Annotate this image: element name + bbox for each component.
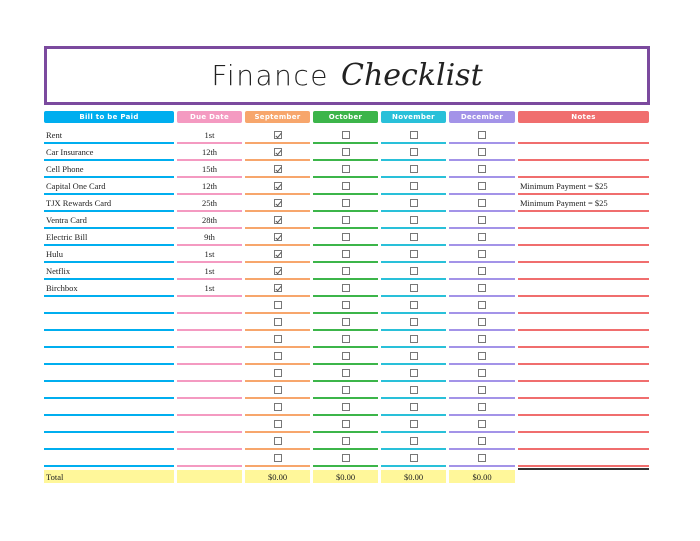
nov-cell <box>381 229 446 246</box>
empty-checkbox[interactable] <box>342 148 350 156</box>
empty-checkbox[interactable] <box>478 318 486 326</box>
empty-checkbox[interactable] <box>410 352 418 360</box>
empty-checkbox[interactable] <box>274 318 282 326</box>
empty-checkbox[interactable] <box>410 403 418 411</box>
empty-checkbox[interactable] <box>478 182 486 190</box>
nov-cell <box>381 433 446 450</box>
dec-cell <box>449 297 515 314</box>
dec-cell <box>449 450 515 467</box>
empty-checkbox[interactable] <box>342 216 350 224</box>
nov-cell <box>381 399 446 416</box>
note-cell <box>518 178 649 195</box>
dec-cell <box>449 433 515 450</box>
nov-cell <box>381 263 446 280</box>
empty-checkbox[interactable] <box>342 284 350 292</box>
total-december-value: $0.00 <box>472 471 492 482</box>
nov-cell <box>381 246 446 263</box>
total-due <box>177 470 242 483</box>
note-cell <box>518 229 649 246</box>
note-cell <box>518 433 649 450</box>
bill-text: Birchbox <box>46 282 78 293</box>
empty-checkbox[interactable] <box>342 318 350 326</box>
bill-cell <box>44 212 174 229</box>
checked-checkbox[interactable] <box>274 284 282 292</box>
oct-cell <box>313 348 378 365</box>
total-notes <box>518 468 649 481</box>
empty-checkbox[interactable] <box>342 131 350 139</box>
due-cell <box>177 331 242 348</box>
due-text: 15th <box>201 163 218 174</box>
bill-text: Hulu <box>46 248 63 259</box>
note-cell <box>518 331 649 348</box>
empty-checkbox[interactable] <box>274 437 282 445</box>
empty-checkbox[interactable] <box>478 250 486 258</box>
due-cell <box>177 280 242 297</box>
empty-checkbox[interactable] <box>342 420 350 428</box>
title-checklist: Checklist <box>340 58 483 93</box>
sep-cell <box>245 450 310 467</box>
bill-text: Ventra Card <box>46 214 87 225</box>
due-cell <box>177 195 242 212</box>
bill-cell <box>44 399 174 416</box>
empty-checkbox[interactable] <box>342 454 350 462</box>
empty-checkbox[interactable] <box>478 199 486 207</box>
empty-checkbox[interactable] <box>342 199 350 207</box>
oct-cell <box>313 314 378 331</box>
oct-cell <box>313 144 378 161</box>
empty-checkbox[interactable] <box>478 369 486 377</box>
bill-cell <box>44 382 174 399</box>
due-cell <box>177 127 242 144</box>
checked-checkbox[interactable] <box>274 250 282 258</box>
due-text: 25th <box>201 197 218 208</box>
sep-cell <box>245 331 310 348</box>
column-october <box>313 111 378 483</box>
column-september <box>245 111 310 483</box>
empty-checkbox[interactable] <box>342 165 350 173</box>
dec-cell <box>449 365 515 382</box>
empty-checkbox[interactable] <box>342 386 350 394</box>
empty-checkbox[interactable] <box>478 301 486 309</box>
nov-cell <box>381 450 446 467</box>
empty-checkbox[interactable] <box>274 369 282 377</box>
empty-checkbox[interactable] <box>410 335 418 343</box>
nov-cell <box>381 280 446 297</box>
header-november: November <box>381 111 446 123</box>
note-cell <box>518 314 649 331</box>
empty-checkbox[interactable] <box>274 301 282 309</box>
due-text: 1st <box>204 129 215 140</box>
note-cell <box>518 297 649 314</box>
column-november <box>381 111 446 483</box>
due-cell <box>177 144 242 161</box>
sep-cell <box>245 127 310 144</box>
total-december <box>449 470 515 483</box>
empty-checkbox[interactable] <box>410 216 418 224</box>
empty-checkbox[interactable] <box>410 369 418 377</box>
sep-cell <box>245 280 310 297</box>
note-cell <box>518 246 649 263</box>
note-cell <box>518 280 649 297</box>
empty-checkbox[interactable] <box>410 267 418 275</box>
checked-checkbox[interactable] <box>274 199 282 207</box>
empty-checkbox[interactable] <box>478 454 486 462</box>
nov-cell <box>381 144 446 161</box>
sep-cell <box>245 382 310 399</box>
empty-checkbox[interactable] <box>410 386 418 394</box>
checked-checkbox[interactable] <box>274 182 282 190</box>
bill-cell <box>44 297 174 314</box>
empty-checkbox[interactable] <box>342 250 350 258</box>
bill-text: Netflix <box>46 265 71 276</box>
empty-checkbox[interactable] <box>410 148 418 156</box>
empty-checkbox[interactable] <box>342 437 350 445</box>
note-cell <box>518 127 649 144</box>
checked-checkbox[interactable] <box>274 148 282 156</box>
note-cell <box>518 416 649 433</box>
note-cell <box>518 450 649 467</box>
due-cell <box>177 382 242 399</box>
bill-cell <box>44 365 174 382</box>
empty-checkbox[interactable] <box>342 352 350 360</box>
bill-text: Capital One Card <box>46 180 106 191</box>
due-text: 1st <box>204 265 215 276</box>
checked-checkbox[interactable] <box>274 216 282 224</box>
empty-checkbox[interactable] <box>410 420 418 428</box>
due-cell <box>177 263 242 280</box>
checked-checkbox[interactable] <box>274 131 282 139</box>
due-cell <box>177 314 242 331</box>
oct-cell <box>313 127 378 144</box>
dec-cell <box>449 178 515 195</box>
bill-cell <box>44 314 174 331</box>
oct-cell <box>313 416 378 433</box>
nov-cell <box>381 382 446 399</box>
due-text: 9th <box>204 231 215 242</box>
empty-checkbox[interactable] <box>342 301 350 309</box>
dec-cell <box>449 195 515 212</box>
dec-cell <box>449 314 515 331</box>
note-cell <box>518 144 649 161</box>
oct-cell <box>313 450 378 467</box>
bill-cell <box>44 348 174 365</box>
dec-cell <box>449 246 515 263</box>
empty-checkbox[interactable] <box>410 233 418 241</box>
sep-cell <box>245 433 310 450</box>
sep-cell <box>245 314 310 331</box>
dec-cell <box>449 348 515 365</box>
header-due-date: Due Date <box>177 111 242 123</box>
bill-cell <box>44 161 174 178</box>
empty-checkbox[interactable] <box>410 437 418 445</box>
bill-cell <box>44 416 174 433</box>
bill-cell <box>44 331 174 348</box>
due-text: 12th <box>201 146 218 157</box>
rows-october <box>313 127 378 467</box>
empty-checkbox[interactable] <box>342 403 350 411</box>
header-notes: Notes <box>518 111 649 123</box>
empty-checkbox[interactable] <box>478 284 486 292</box>
header-bill: Bill to be Paid <box>44 111 174 123</box>
empty-checkbox[interactable] <box>478 403 486 411</box>
empty-checkbox[interactable] <box>410 131 418 139</box>
note-cell <box>518 212 649 229</box>
bill-cell <box>44 229 174 246</box>
sep-cell <box>245 144 310 161</box>
oct-cell <box>313 365 378 382</box>
empty-checkbox[interactable] <box>478 420 486 428</box>
empty-checkbox[interactable] <box>478 386 486 394</box>
empty-checkbox[interactable] <box>478 165 486 173</box>
sep-cell <box>245 348 310 365</box>
bill-cell <box>44 195 174 212</box>
sep-cell <box>245 399 310 416</box>
note-cell <box>518 161 649 178</box>
total-october <box>313 470 378 483</box>
due-cell <box>177 297 242 314</box>
sep-cell <box>245 263 310 280</box>
header-december: December <box>449 111 515 123</box>
bill-cell <box>44 433 174 450</box>
empty-checkbox[interactable] <box>274 420 282 428</box>
sep-cell <box>245 365 310 382</box>
oct-cell <box>313 297 378 314</box>
empty-checkbox[interactable] <box>478 335 486 343</box>
nov-cell <box>381 348 446 365</box>
title-finance: Finance <box>211 59 329 92</box>
due-cell <box>177 161 242 178</box>
nov-cell <box>381 195 446 212</box>
oct-cell <box>313 331 378 348</box>
sep-cell <box>245 297 310 314</box>
empty-checkbox[interactable] <box>478 131 486 139</box>
dec-cell <box>449 229 515 246</box>
empty-checkbox[interactable] <box>410 318 418 326</box>
due-text: 1st <box>204 248 215 259</box>
rows-september <box>245 127 310 467</box>
bill-text: Rent <box>46 129 63 140</box>
note-cell <box>518 365 649 382</box>
column-december <box>449 111 515 483</box>
empty-checkbox[interactable] <box>478 437 486 445</box>
rows-notes <box>518 127 649 467</box>
oct-cell <box>313 433 378 450</box>
bill-cell <box>44 450 174 467</box>
empty-checkbox[interactable] <box>342 335 350 343</box>
checked-checkbox[interactable] <box>274 267 282 275</box>
rows-bill <box>44 127 174 467</box>
empty-checkbox[interactable] <box>342 369 350 377</box>
oct-cell <box>313 229 378 246</box>
bill-text: Electric Bill <box>46 231 88 242</box>
sep-cell <box>245 195 310 212</box>
empty-checkbox[interactable] <box>342 267 350 275</box>
checked-checkbox[interactable] <box>274 165 282 173</box>
total-september-value: $0.00 <box>267 471 288 482</box>
oct-cell <box>313 382 378 399</box>
bill-cell <box>44 246 174 263</box>
oct-cell <box>313 212 378 229</box>
total-october-value: $0.00 <box>335 471 356 482</box>
empty-checkbox[interactable] <box>274 386 282 394</box>
dec-cell <box>449 382 515 399</box>
empty-checkbox[interactable] <box>410 182 418 190</box>
rows-december <box>449 127 515 467</box>
sep-cell <box>245 416 310 433</box>
due-text: 1st <box>204 282 215 293</box>
nov-cell <box>381 416 446 433</box>
due-text: 12th <box>201 180 218 191</box>
oct-cell <box>313 195 378 212</box>
bill-text: TJX Rewards Card <box>46 197 112 208</box>
note-cell <box>518 382 649 399</box>
bill-cell <box>44 263 174 280</box>
empty-checkbox[interactable] <box>274 454 282 462</box>
sep-cell <box>245 178 310 195</box>
rows-due <box>177 127 242 467</box>
checked-checkbox[interactable] <box>274 233 282 241</box>
total-november-value: $0.00 <box>403 471 424 482</box>
header-september: September <box>245 111 310 123</box>
empty-checkbox[interactable] <box>478 233 486 241</box>
header-october: October <box>313 111 378 123</box>
column-bill <box>44 111 174 483</box>
due-cell <box>177 246 242 263</box>
due-cell <box>177 433 242 450</box>
oct-cell <box>313 178 378 195</box>
bill-cell <box>44 280 174 297</box>
note-cell <box>518 399 649 416</box>
total-september <box>245 470 310 483</box>
empty-checkbox[interactable] <box>274 352 282 360</box>
due-cell <box>177 399 242 416</box>
total-label-text: Total <box>46 471 64 482</box>
note-cell <box>518 195 649 212</box>
note-text: Minimum Payment = $25 <box>520 197 608 208</box>
nov-cell <box>381 212 446 229</box>
nov-cell <box>381 297 446 314</box>
bill-text: Car Insurance <box>46 146 94 157</box>
bill-text: Cell Phone <box>46 163 84 174</box>
sep-cell <box>245 246 310 263</box>
empty-checkbox[interactable] <box>274 335 282 343</box>
oct-cell <box>313 246 378 263</box>
dec-cell <box>449 416 515 433</box>
nov-cell <box>381 365 446 382</box>
total-november <box>381 470 446 483</box>
empty-checkbox[interactable] <box>410 165 418 173</box>
bill-cell <box>44 144 174 161</box>
due-cell <box>177 348 242 365</box>
note-text: Minimum Payment = $25 <box>520 180 608 191</box>
due-cell <box>177 365 242 382</box>
oct-cell <box>313 263 378 280</box>
dec-cell <box>449 161 515 178</box>
rows-november <box>381 127 446 467</box>
nov-cell <box>381 314 446 331</box>
empty-checkbox[interactable] <box>478 352 486 360</box>
dec-cell <box>449 280 515 297</box>
empty-checkbox[interactable] <box>478 148 486 156</box>
nov-cell <box>381 331 446 348</box>
dec-cell <box>449 144 515 161</box>
oct-cell <box>313 280 378 297</box>
sep-cell <box>245 161 310 178</box>
empty-checkbox[interactable] <box>410 301 418 309</box>
dec-cell <box>449 331 515 348</box>
title-banner <box>44 46 650 105</box>
sep-cell <box>245 212 310 229</box>
dec-cell <box>449 212 515 229</box>
empty-checkbox[interactable] <box>478 267 486 275</box>
empty-checkbox[interactable] <box>410 284 418 292</box>
due-cell <box>177 450 242 467</box>
empty-checkbox[interactable] <box>410 199 418 207</box>
empty-checkbox[interactable] <box>410 250 418 258</box>
column-due-date <box>177 111 242 483</box>
oct-cell <box>313 399 378 416</box>
bill-cell <box>44 178 174 195</box>
note-cell <box>518 348 649 365</box>
nov-cell <box>381 161 446 178</box>
sep-cell <box>245 229 310 246</box>
nov-cell <box>381 127 446 144</box>
due-text: 28th <box>201 214 218 225</box>
due-cell <box>177 178 242 195</box>
oct-cell <box>313 161 378 178</box>
bill-cell <box>44 127 174 144</box>
due-cell <box>177 212 242 229</box>
nov-cell <box>381 178 446 195</box>
dec-cell <box>449 399 515 416</box>
empty-checkbox[interactable] <box>478 216 486 224</box>
empty-checkbox[interactable] <box>274 403 282 411</box>
empty-checkbox[interactable] <box>410 454 418 462</box>
empty-checkbox[interactable] <box>342 182 350 190</box>
due-cell <box>177 416 242 433</box>
due-cell <box>177 229 242 246</box>
total-label <box>44 470 174 483</box>
dec-cell <box>449 127 515 144</box>
column-notes <box>518 111 649 481</box>
dec-cell <box>449 263 515 280</box>
empty-checkbox[interactable] <box>342 233 350 241</box>
note-cell <box>518 263 649 280</box>
